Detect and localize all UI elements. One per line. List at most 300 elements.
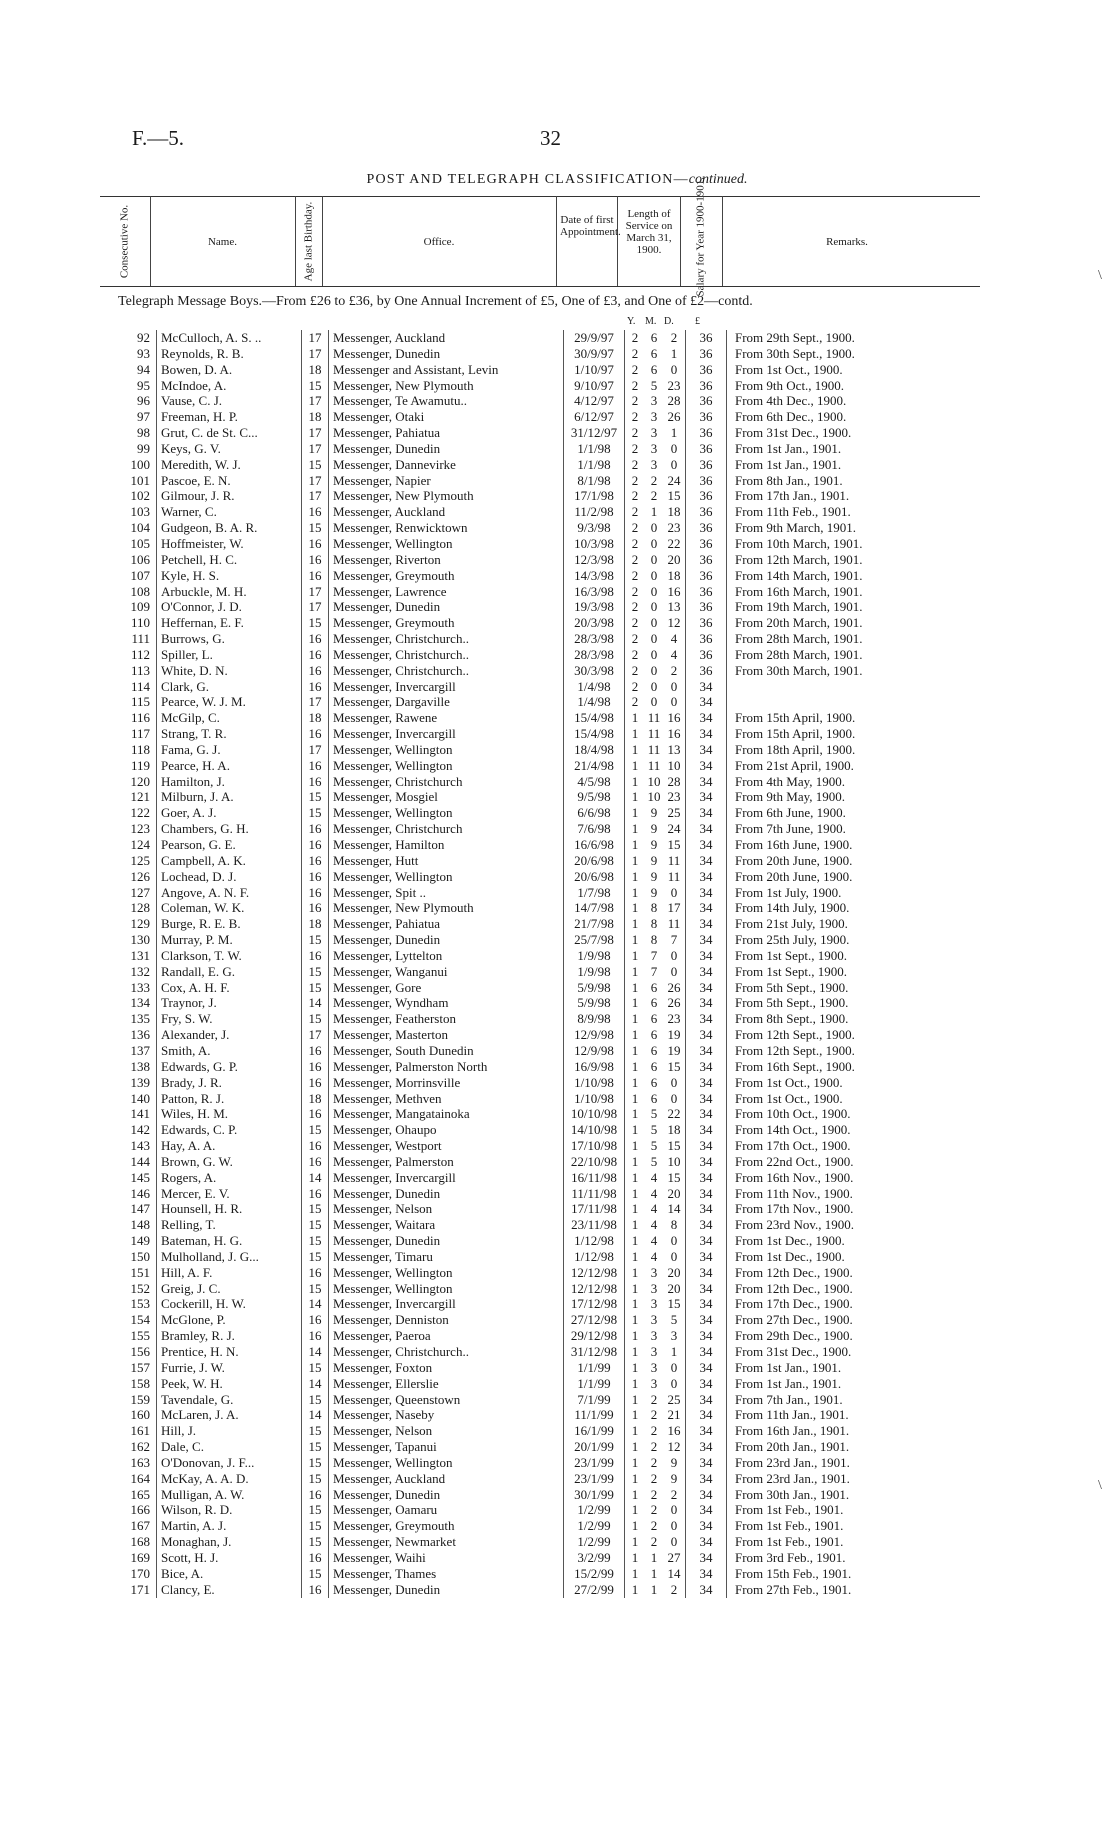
- consecutive-no-cell: 99: [137, 440, 150, 456]
- age-cell: 16: [302, 1059, 329, 1075]
- years-cell: 1: [625, 1106, 646, 1122]
- salary-cell: 34: [686, 1407, 727, 1423]
- consecutive-no-cell: 94: [137, 361, 150, 377]
- table-row: [100, 1091, 915, 1107]
- age-cell: 16: [302, 1265, 329, 1281]
- years-cell: 2: [625, 473, 646, 489]
- salary-cell: 34: [686, 1392, 727, 1408]
- table-row: [100, 1376, 915, 1392]
- years-cell: 2: [625, 504, 646, 520]
- salary-cell: 34: [686, 1502, 727, 1518]
- date-cell: 8/1/98: [564, 473, 625, 489]
- years-cell: 1: [625, 1043, 646, 1059]
- consecutive-no-cell: 150: [130, 1248, 150, 1264]
- scan-mark: \: [1098, 268, 1102, 283]
- years-cell: 1: [625, 1487, 646, 1503]
- months-cell: 3: [650, 440, 658, 456]
- months-cell: 0: [650, 567, 658, 583]
- years-cell: 1: [625, 1471, 646, 1487]
- age-cell: 16: [302, 1312, 329, 1328]
- remarks-cell: From 10th March, 1901.: [727, 536, 916, 552]
- name-cell: Freeman, H. P.: [157, 409, 302, 425]
- table-row: [100, 1138, 915, 1154]
- header-divider: [556, 196, 557, 286]
- salary-cell: 34: [686, 1582, 727, 1598]
- years-cell: 2: [625, 568, 646, 584]
- name-cell: O'Connor, J. D.: [157, 599, 302, 615]
- consecutive-no-cell: 168: [130, 1534, 150, 1550]
- office-cell: Messenger, Pahiatua: [329, 916, 564, 932]
- consecutive-no-cell: 167: [130, 1518, 150, 1534]
- consecutive-no-cell: 95: [137, 377, 150, 393]
- age-cell: 16: [302, 1154, 329, 1170]
- consecutive-no-cell: 136: [130, 1027, 150, 1043]
- age-cell: 16: [302, 948, 329, 964]
- days-cell: 21: [667, 1407, 681, 1423]
- months-cell: 0: [650, 646, 658, 662]
- years-cell: 1: [625, 1075, 646, 1091]
- table-row: [100, 995, 915, 1011]
- remarks-cell: From 1st Jan., 1901.: [727, 1360, 916, 1376]
- months-cell: 3: [650, 1280, 658, 1296]
- months-cell: 0: [650, 631, 658, 647]
- remarks-cell: From 1st Sept., 1900.: [727, 948, 916, 964]
- name-cell: Hill, A. F.: [157, 1265, 302, 1281]
- date-cell: 7/1/99: [564, 1392, 625, 1408]
- office-cell: Messenger, Auckland: [329, 504, 564, 520]
- date-cell: 7/6/98: [564, 821, 625, 837]
- table-row: [100, 1217, 915, 1233]
- office-cell: Messenger, Mosgiel: [329, 789, 564, 805]
- remarks-cell: From 28th March, 1901.: [727, 647, 916, 663]
- office-cell: Messenger, Wellington: [329, 1265, 564, 1281]
- remarks-cell: From 12th Sept., 1900.: [727, 1027, 916, 1043]
- consecutive-no-cell: 116: [130, 710, 150, 726]
- age-cell: 17: [302, 393, 329, 409]
- table-row: [100, 980, 915, 996]
- years-cell: 1: [625, 1059, 646, 1075]
- remarks-cell: From 1st Feb., 1901.: [727, 1502, 916, 1518]
- remarks-cell: From 20th June, 1900.: [727, 869, 916, 885]
- office-cell: Messenger, Paeroa: [329, 1328, 564, 1344]
- age-cell: 15: [302, 1233, 329, 1249]
- header-top-rule: [100, 196, 980, 197]
- years-cell: 1: [625, 726, 646, 742]
- salary-cell: 34: [686, 1106, 727, 1122]
- days-cell: 24: [667, 472, 681, 488]
- age-cell: 14: [302, 1344, 329, 1360]
- months-cell: 3: [650, 1359, 658, 1375]
- age-cell: 15: [302, 1534, 329, 1550]
- date-cell: 4/12/97: [564, 393, 625, 409]
- name-cell: Monaghan, J.: [157, 1534, 302, 1550]
- months-cell: 8: [650, 932, 658, 948]
- days-cell: 2: [670, 662, 678, 678]
- table-row: [100, 1582, 915, 1598]
- days-cell: 1: [670, 345, 678, 361]
- consecutive-no-cell: 130: [130, 932, 150, 948]
- table-row: [100, 1439, 915, 1455]
- office-cell: Messenger, New Plymouth: [329, 900, 564, 916]
- remarks-cell: From 15th April, 1900.: [727, 726, 916, 742]
- remarks-cell: From 7th Jan., 1901.: [727, 1392, 916, 1408]
- remarks-cell: From 16th June, 1900.: [727, 837, 916, 853]
- months-cell: 5: [650, 1138, 658, 1154]
- remarks-cell: From 17th Jan., 1901.: [727, 488, 916, 504]
- date-cell: 30/1/99: [564, 1487, 625, 1503]
- name-cell: Relling, T.: [157, 1217, 302, 1233]
- name-cell: Wiles, H. M.: [157, 1106, 302, 1122]
- remarks-cell: From 20th Jan., 1901.: [727, 1439, 916, 1455]
- years-cell: 2: [625, 409, 646, 425]
- office-cell: Messenger, Greymouth: [329, 615, 564, 631]
- salary-cell: 34: [686, 1455, 727, 1471]
- table-row: [100, 948, 915, 964]
- office-cell: Messenger, Ellerslie: [329, 1376, 564, 1392]
- office-cell: Messenger, Masterton: [329, 1027, 564, 1043]
- consecutive-no-cell: 145: [130, 1169, 150, 1185]
- remarks-cell: From 12th Dec., 1900.: [727, 1281, 916, 1297]
- days-cell: 15: [667, 1138, 681, 1154]
- days-cell: 16: [667, 1423, 681, 1439]
- days-cell: 14: [667, 1565, 681, 1581]
- consecutive-no-cell: 146: [130, 1185, 150, 1201]
- consecutive-no-cell: 139: [130, 1074, 150, 1090]
- age-cell: 15: [302, 980, 329, 996]
- table-row: [100, 1471, 915, 1487]
- salary-cell: 34: [686, 1534, 727, 1550]
- years-cell: 1: [625, 1392, 646, 1408]
- office-cell: Messenger and Assistant, Levin: [329, 362, 564, 378]
- office-cell: Messenger, Waihi: [329, 1550, 564, 1566]
- table-row: [100, 1518, 915, 1534]
- date-cell: 17/12/98: [564, 1296, 625, 1312]
- name-cell: Spiller, L.: [157, 647, 302, 663]
- months-cell: 1: [650, 504, 658, 520]
- name-cell: Prentice, H. N.: [157, 1344, 302, 1360]
- years-cell: 1: [625, 964, 646, 980]
- months-cell: 11: [647, 726, 661, 742]
- consecutive-no-cell: 111: [131, 631, 150, 647]
- date-cell: 15/4/98: [564, 710, 625, 726]
- remarks-cell: From 6th June, 1900.: [727, 805, 916, 821]
- months-cell: 3: [650, 409, 658, 425]
- consecutive-no-cell: 127: [130, 884, 150, 900]
- consecutive-no-cell: 93: [137, 345, 150, 361]
- table-row: [100, 869, 915, 885]
- days-cell: 13: [667, 741, 681, 757]
- name-cell: Patton, R. J.: [157, 1091, 302, 1107]
- name-cell: Hay, A. A.: [157, 1138, 302, 1154]
- date-cell: 25/7/98: [564, 932, 625, 948]
- consecutive-no-cell: 158: [130, 1375, 150, 1391]
- days-cell: 11: [667, 852, 681, 868]
- date-cell: 3/2/99: [564, 1550, 625, 1566]
- office-cell: Messenger, Wellington: [329, 1281, 564, 1297]
- unit-months: M.: [645, 316, 657, 327]
- months-cell: 11: [647, 757, 661, 773]
- salary-cell: 34: [686, 964, 727, 980]
- remarks-cell: From 19th March, 1901.: [727, 599, 916, 615]
- date-cell: 20/1/99: [564, 1439, 625, 1455]
- office-cell: Messenger, Dunedin: [329, 932, 564, 948]
- table-row: [100, 599, 915, 615]
- salary-cell: 34: [686, 805, 727, 821]
- age-cell: 16: [302, 885, 329, 901]
- salary-cell: 34: [686, 694, 727, 710]
- office-cell: Messenger, Wellington: [329, 869, 564, 885]
- date-cell: 11/11/98: [564, 1186, 625, 1202]
- years-cell: 1: [625, 837, 646, 853]
- name-cell: Meredith, W. J.: [157, 457, 302, 473]
- years-cell: 1: [625, 1281, 646, 1297]
- table-row: [100, 789, 915, 805]
- salary-cell: 34: [686, 853, 727, 869]
- consecutive-no-cell: 122: [130, 805, 150, 821]
- remarks-cell: From 6th Dec., 1900.: [727, 409, 916, 425]
- table-row: [100, 520, 915, 536]
- table-row: [100, 1059, 915, 1075]
- consecutive-no-cell: 124: [130, 837, 150, 852]
- name-cell: Clark, G.: [157, 679, 302, 695]
- office-cell: Messenger, Dunedin: [329, 1487, 564, 1503]
- months-cell: 1: [650, 1565, 658, 1581]
- date-cell: 17/11/98: [564, 1201, 625, 1217]
- remarks-cell: From 14th Oct., 1900.: [727, 1122, 916, 1138]
- consecutive-no-cell: 126: [130, 868, 150, 884]
- consecutive-no-cell: 101: [130, 472, 150, 488]
- name-cell: O'Donovan, J. F...: [157, 1455, 302, 1471]
- age-cell: 15: [302, 805, 329, 821]
- months-cell: 2: [650, 472, 658, 488]
- name-cell: Rogers, A.: [157, 1170, 302, 1186]
- office-cell: Messenger, Denniston: [329, 1312, 564, 1328]
- name-cell: Edwards, C. P.: [157, 1122, 302, 1138]
- table-row: [100, 1360, 915, 1376]
- days-cell: 0: [670, 1233, 678, 1249]
- unit-days: D.: [664, 316, 674, 327]
- name-cell: Hamilton, J.: [157, 774, 302, 790]
- days-cell: 13: [667, 599, 681, 615]
- salary-cell: 36: [686, 346, 727, 362]
- age-cell: 17: [302, 694, 329, 710]
- name-cell: Furrie, J. W.: [157, 1360, 302, 1376]
- consecutive-no-cell: 131: [130, 947, 150, 963]
- days-cell: 22: [667, 535, 681, 551]
- office-cell: Messenger, Rawene: [329, 710, 564, 726]
- table-row: [100, 932, 915, 948]
- consecutive-no-cell: 96: [137, 393, 150, 409]
- salary-cell: 36: [686, 615, 727, 631]
- office-cell: Messenger, Mangatainoka: [329, 1106, 564, 1122]
- name-cell: McGlone, P.: [157, 1312, 302, 1328]
- age-cell: 15: [302, 1249, 329, 1265]
- date-cell: 14/3/98: [564, 568, 625, 584]
- age-cell: 17: [302, 584, 329, 600]
- office-cell: Messenger, Dunedin: [329, 599, 564, 615]
- consecutive-no-cell: 137: [130, 1042, 150, 1058]
- years-cell: 1: [625, 853, 646, 869]
- months-cell: 0: [650, 662, 658, 678]
- date-cell: 1/2/99: [564, 1534, 625, 1550]
- office-cell: Messenger, Auckland: [329, 1471, 564, 1487]
- remarks-cell: From 30th Jan., 1901.: [727, 1487, 916, 1503]
- table-row: [100, 916, 915, 932]
- date-cell: 28/3/98: [564, 647, 625, 663]
- days-cell: 0: [670, 1090, 678, 1106]
- age-cell: 18: [302, 916, 329, 932]
- consecutive-no-cell: 159: [130, 1391, 150, 1407]
- days-cell: 25: [667, 1391, 681, 1407]
- date-cell: 23/11/98: [564, 1217, 625, 1233]
- months-cell: 1: [650, 1581, 658, 1597]
- date-cell: 12/12/98: [564, 1265, 625, 1281]
- months-cell: 6: [650, 345, 658, 361]
- salary-cell: 34: [686, 1281, 727, 1297]
- salary-cell: 34: [686, 710, 727, 726]
- days-cell: 15: [667, 1058, 681, 1074]
- salary-cell: 34: [686, 869, 727, 885]
- consecutive-no-cell: 114: [130, 678, 150, 694]
- table-row: [100, 346, 915, 362]
- table-row: [100, 1122, 915, 1138]
- months-cell: 1: [650, 1549, 658, 1565]
- months-cell: 11: [647, 741, 661, 757]
- date-cell: 23/1/99: [564, 1455, 625, 1471]
- table-row: [100, 663, 915, 679]
- months-cell: 10: [647, 789, 661, 805]
- years-cell: 1: [625, 869, 646, 885]
- office-cell: Messenger, Methven: [329, 1091, 564, 1107]
- salary-cell: 34: [686, 1201, 727, 1217]
- date-cell: 16/9/98: [564, 1059, 625, 1075]
- unit-years: Y.: [627, 316, 636, 327]
- months-cell: 4: [650, 1217, 658, 1233]
- table-row: [100, 694, 915, 710]
- remarks-cell: From 17th Oct., 1900.: [727, 1138, 916, 1154]
- table-row: [100, 378, 915, 394]
- name-cell: Warner, C.: [157, 504, 302, 520]
- years-cell: 2: [625, 536, 646, 552]
- date-cell: 1/4/98: [564, 694, 625, 710]
- remarks-cell: From 15th Feb., 1901.: [727, 1566, 916, 1582]
- salary-cell: 34: [686, 1471, 727, 1487]
- age-cell: 15: [302, 1360, 329, 1376]
- date-cell: 20/6/98: [564, 869, 625, 885]
- date-cell: 16/3/98: [564, 584, 625, 600]
- consecutive-no-cell: 104: [130, 520, 150, 536]
- remarks-cell: From 1st Sept., 1900.: [727, 964, 916, 980]
- date-cell: 15/2/99: [564, 1566, 625, 1582]
- salary-cell: 34: [686, 726, 727, 742]
- office-cell: Messenger, Palmerston North: [329, 1059, 564, 1075]
- days-cell: 9: [670, 1454, 678, 1470]
- consecutive-no-cell: 100: [130, 456, 150, 472]
- salary-cell: 34: [686, 789, 727, 805]
- name-cell: Hoffmeister, W.: [157, 536, 302, 552]
- office-cell: Messenger, Ohaupo: [329, 1122, 564, 1138]
- days-cell: 0: [670, 1074, 678, 1090]
- years-cell: 1: [625, 1312, 646, 1328]
- days-cell: 11: [667, 916, 681, 932]
- remarks-cell: From 5th Sept., 1900.: [727, 980, 916, 996]
- salary-cell: 34: [686, 1328, 727, 1344]
- remarks-cell: From 1st Dec., 1900.: [727, 1233, 916, 1249]
- remarks-cell: From 12th Dec., 1900.: [727, 1265, 916, 1281]
- salary-cell: 36: [686, 536, 727, 552]
- header-divider: [617, 196, 618, 286]
- salary-cell: 36: [686, 393, 727, 409]
- consecutive-no-cell: 119: [130, 757, 150, 773]
- name-cell: Fry, S. W.: [157, 1011, 302, 1027]
- days-cell: 16: [667, 726, 681, 742]
- date-cell: 27/12/98: [564, 1312, 625, 1328]
- table-row: [100, 425, 915, 441]
- consecutive-no-cell: 153: [130, 1296, 150, 1312]
- date-cell: 20/6/98: [564, 853, 625, 869]
- years-cell: 1: [625, 995, 646, 1011]
- table-body: [100, 330, 915, 1598]
- salary-cell: 34: [686, 1186, 727, 1202]
- days-cell: 26: [667, 409, 681, 425]
- unit-pound: £: [695, 316, 700, 327]
- office-cell: Messenger, Oamaru: [329, 1502, 564, 1518]
- date-cell: 10/10/98: [564, 1106, 625, 1122]
- consecutive-no-cell: 109: [130, 599, 150, 615]
- table-row: [100, 1566, 915, 1582]
- days-cell: 19: [667, 1042, 681, 1058]
- table-row: [100, 679, 915, 695]
- office-cell: Messenger, Hamilton: [329, 837, 564, 853]
- salary-cell: 34: [686, 1423, 727, 1439]
- days-cell: 0: [670, 456, 678, 472]
- date-cell: 16/1/99: [564, 1423, 625, 1439]
- table-row: [100, 1487, 915, 1503]
- office-cell: Messenger, New Plymouth: [329, 488, 564, 504]
- months-cell: 4: [650, 1233, 658, 1249]
- months-cell: 3: [650, 1375, 658, 1391]
- years-cell: 1: [625, 805, 646, 821]
- date-cell: 31/12/98: [564, 1344, 625, 1360]
- age-cell: 18: [302, 362, 329, 378]
- table-row: [100, 1154, 915, 1170]
- remarks-cell: From 1st Feb., 1901.: [727, 1534, 916, 1550]
- consecutive-no-cell: 163: [130, 1454, 150, 1470]
- consecutive-no-cell: 157: [130, 1359, 150, 1375]
- date-cell: 10/3/98: [564, 536, 625, 552]
- consecutive-no-cell: 151: [130, 1264, 150, 1280]
- date-cell: 1/9/98: [564, 964, 625, 980]
- date-cell: 9/5/98: [564, 789, 625, 805]
- date-cell: 1/4/98: [564, 679, 625, 695]
- months-cell: 6: [650, 330, 658, 345]
- age-cell: 16: [302, 663, 329, 679]
- months-cell: 6: [650, 995, 658, 1011]
- remarks-cell: From 21st July, 1900.: [727, 916, 916, 932]
- date-cell: 8/9/98: [564, 1011, 625, 1027]
- remarks-cell: From 10th Oct., 1900.: [727, 1106, 916, 1122]
- years-cell: 1: [625, 1217, 646, 1233]
- date-cell: 12/9/98: [564, 1027, 625, 1043]
- office-cell: Messenger, Wanganui: [329, 964, 564, 980]
- date-cell: 1/1/98: [564, 441, 625, 457]
- salary-cell: 34: [686, 1091, 727, 1107]
- age-cell: 17: [302, 425, 329, 441]
- consecutive-no-cell: 108: [130, 583, 150, 599]
- age-cell: 14: [302, 995, 329, 1011]
- days-cell: 1: [670, 425, 678, 441]
- name-cell: Fama, G. J.: [157, 742, 302, 758]
